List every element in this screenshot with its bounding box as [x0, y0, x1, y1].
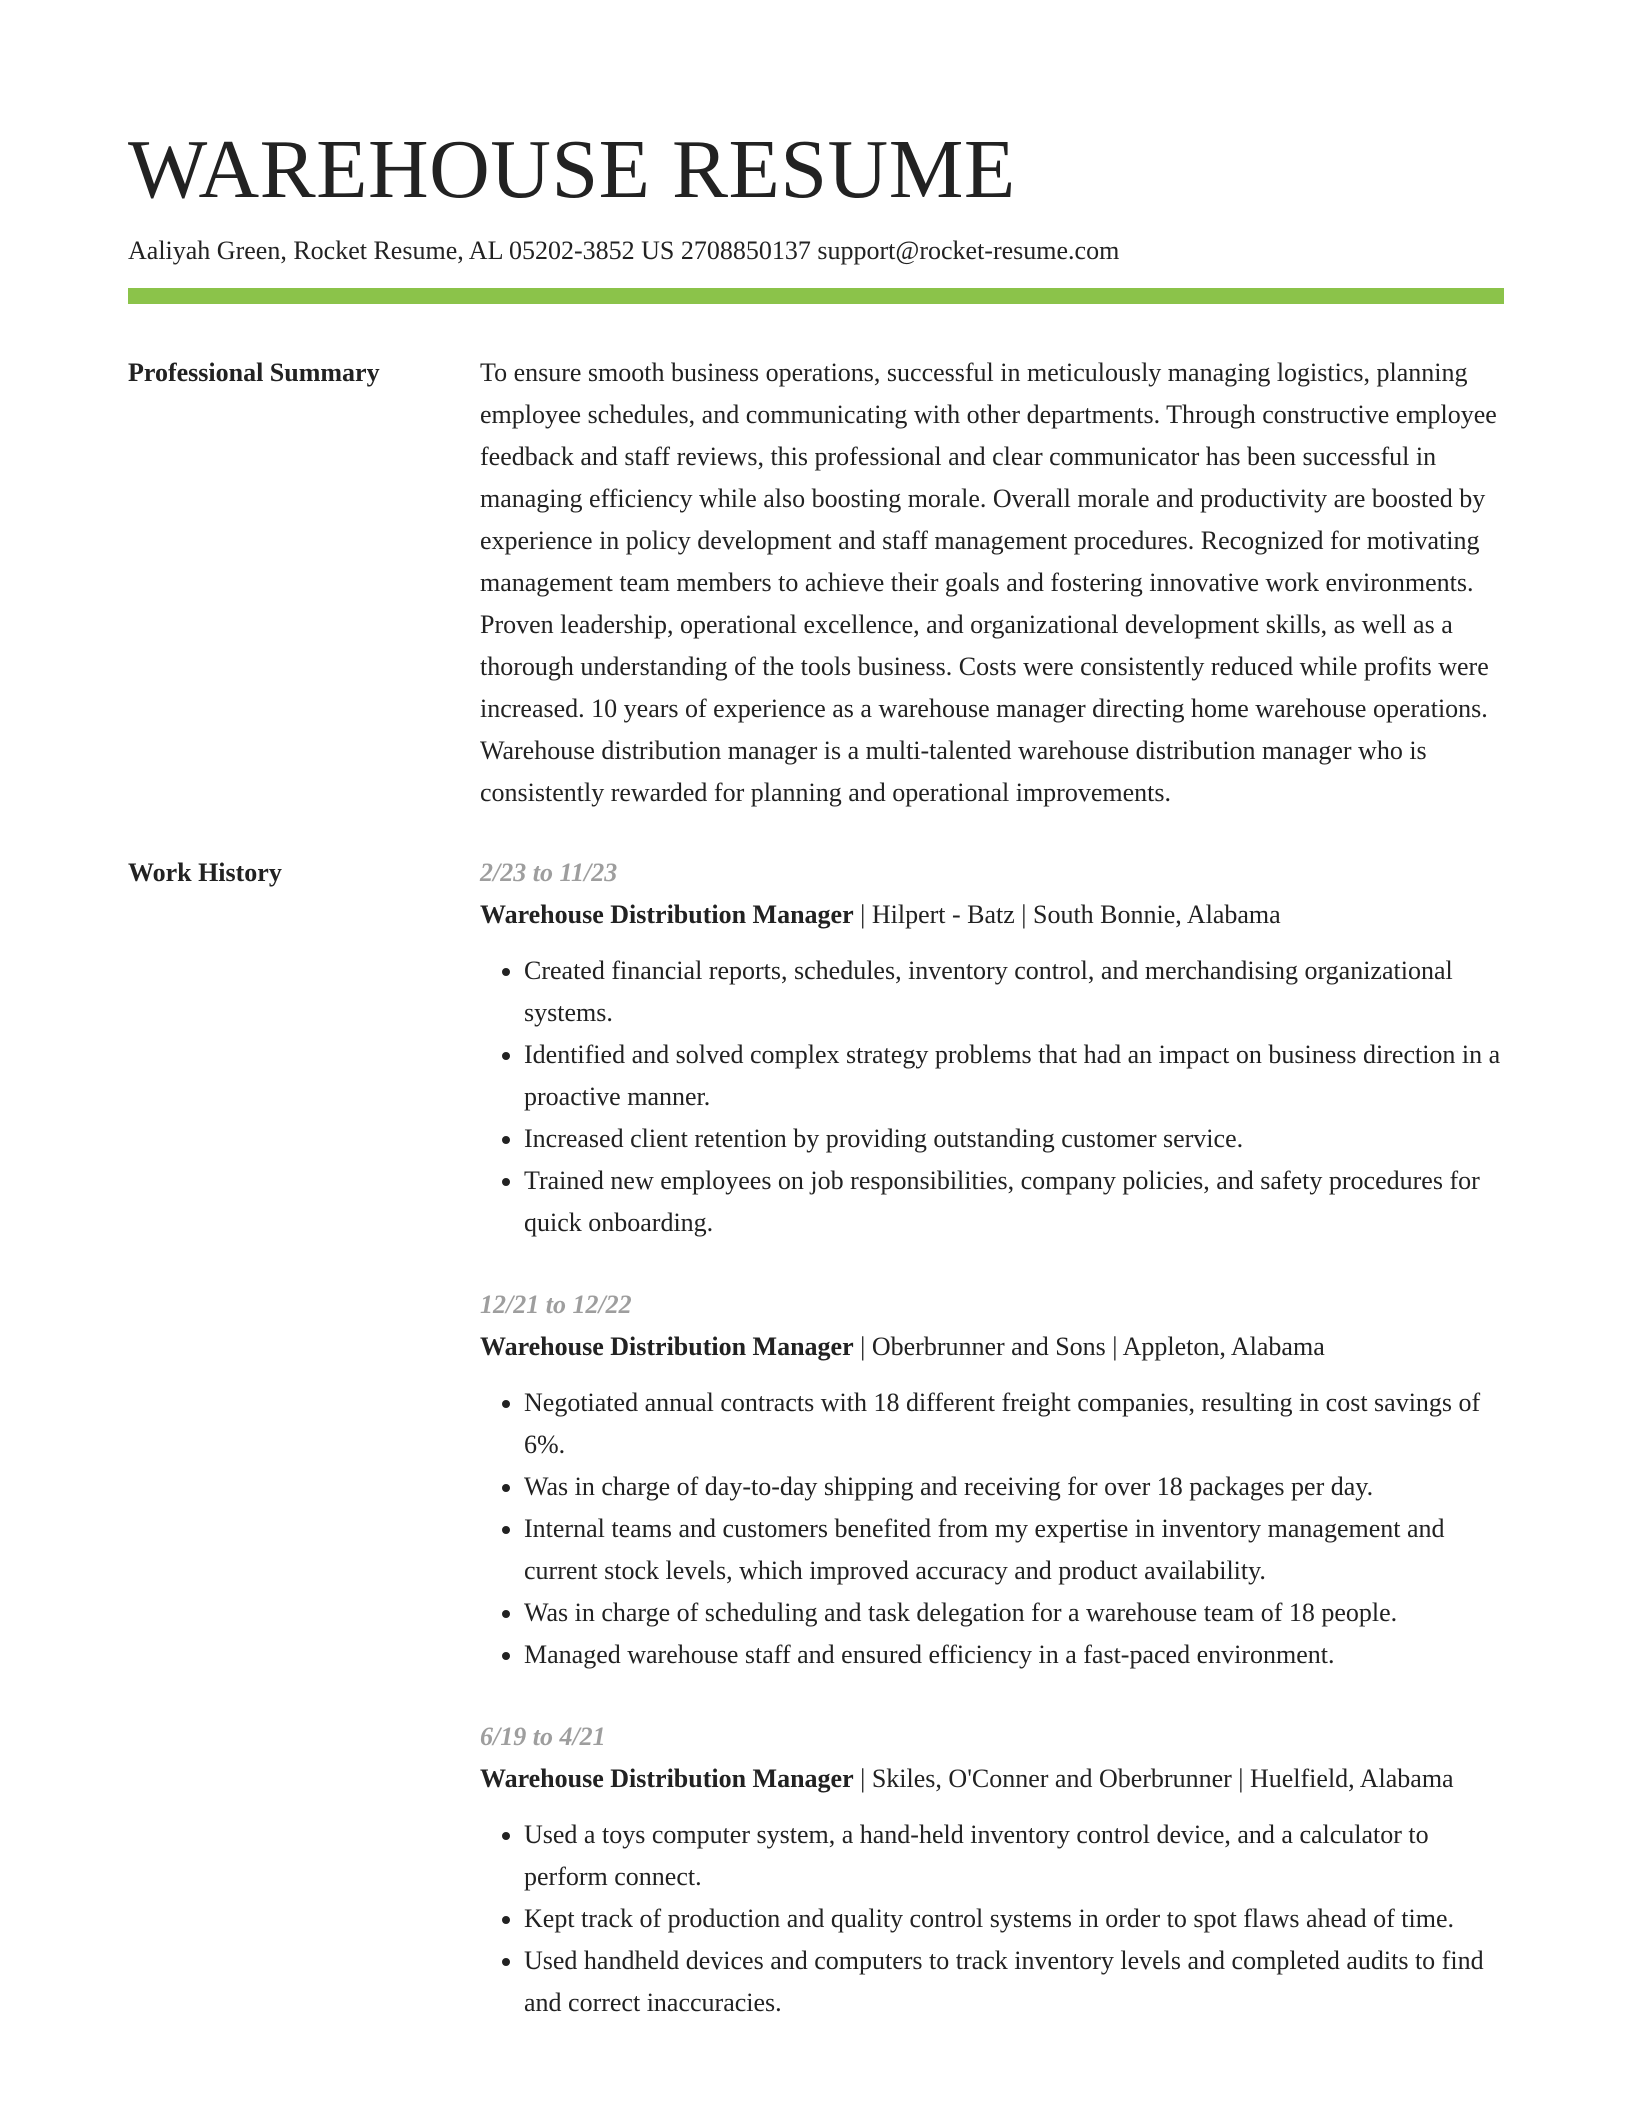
job-entry	[480, 852, 1504, 1244]
job-heading	[480, 1326, 1504, 1368]
summary-body	[480, 352, 1504, 814]
list-item: • Identified and solved complex strategy problems that had an impact on business direction in a proactive manner.	[524, 1034, 1504, 1118]
list-item: • Trained new employees on job responsibilities, company policies, and safety procedures for quick onboarding.	[524, 1160, 1504, 1244]
job-details: | Oberbrunner and Sons | Appleton, Alabama	[853, 1332, 1325, 1361]
work-history-body	[480, 852, 1504, 2064]
work-history-section	[128, 852, 1504, 2064]
job-title: Warehouse Distribution Manager	[480, 900, 854, 929]
job-title: Warehouse Distribution Manager	[480, 1764, 854, 1793]
list-item: • Increased client retention by providing outstanding customer service.	[524, 1118, 1504, 1160]
list-item: • Used a toys computer system, a hand-held inventory control device, and a calculator to perform connect.	[524, 1814, 1504, 1898]
resume-title: WAREHOUSE RESUME	[128, 123, 1016, 216]
section-label: Work History	[128, 858, 282, 887]
contact-line: Aaliyah Green, Rocket Resume, AL 05202-3852 US 2708850137 support@rocket-resume.com	[128, 236, 1120, 265]
job-heading	[480, 1758, 1504, 1800]
job-title: Warehouse Distribution Manager	[480, 1332, 854, 1361]
job-dates: 12/21 to 12/22	[480, 1290, 632, 1319]
professional-summary-section	[128, 352, 1504, 814]
job-bullets	[480, 950, 1504, 1244]
job-entry	[480, 1716, 1504, 2024]
list-item: • Internal teams and customers benefited from my expertise in inventory management and current stock levels, which improved accuracy and product availability.	[524, 1508, 1504, 1592]
job-details: | Hilpert - Batz | South Bonnie, Alabama	[853, 900, 1281, 929]
list-item: • Used handheld devices and computers to track inventory levels and completed audits to find and correct inaccuracies.	[524, 1940, 1504, 2024]
list-item: • Was in charge of day-to-day shipping and receiving for over 18 packages per day.	[524, 1466, 1504, 1508]
job-details: | Skiles, O'Conner and Oberbrunner | Huelfield, Alabama	[853, 1764, 1454, 1793]
job-entry	[480, 1284, 1504, 1676]
list-item: • Created financial reports, schedules, inventory control, and merchandising organizational systems.	[524, 950, 1504, 1034]
list-item: • Managed warehouse staff and ensured efficiency in a fast-paced environment.	[524, 1634, 1504, 1676]
list-item: • Kept track of production and quality control systems in order to spot flaws ahead of time.	[524, 1898, 1504, 1940]
job-dates: 2/23 to 11/23	[480, 858, 618, 887]
job-bullets	[480, 1814, 1504, 2024]
job-dates: 6/19 to 4/21	[480, 1722, 606, 1751]
list-item: • Was in charge of scheduling and task delegation for a warehouse team of 18 people.	[524, 1592, 1504, 1634]
resume-page	[128, 0, 1504, 2064]
job-bullets	[480, 1382, 1504, 1676]
section-label: Professional Summary	[128, 358, 380, 387]
job-heading	[480, 894, 1504, 936]
list-item: • Negotiated annual contracts with 18 different freight companies, resulting in cost savings of 6%.	[524, 1382, 1504, 1466]
summary-text: To ensure smooth business operations, successful in meticulously managing logistics, planning employee schedules, and communicating with other departments. Through constructive employee feedback and staff reviews, this professional and clear communicator has been successful in managing efficiency while also boosting morale. Overall morale and productivity are boosted by experience in policy development and staff management procedures. Recognized for motivating management team members to achieve their goals and fostering innovative work environments. Proven leadership, operational excellence, and organizational development skills, as well as a thorough understanding of the tools business. Costs were consistently reduced while profits were increased. 10 years of experience as a warehouse manager directing home warehouse operations. Warehouse distribution manager is a multi-talented warehouse distribution manager who is consistently rewarded for planning and operational improvements.	[480, 358, 1497, 807]
accent-divider	[128, 288, 1504, 304]
